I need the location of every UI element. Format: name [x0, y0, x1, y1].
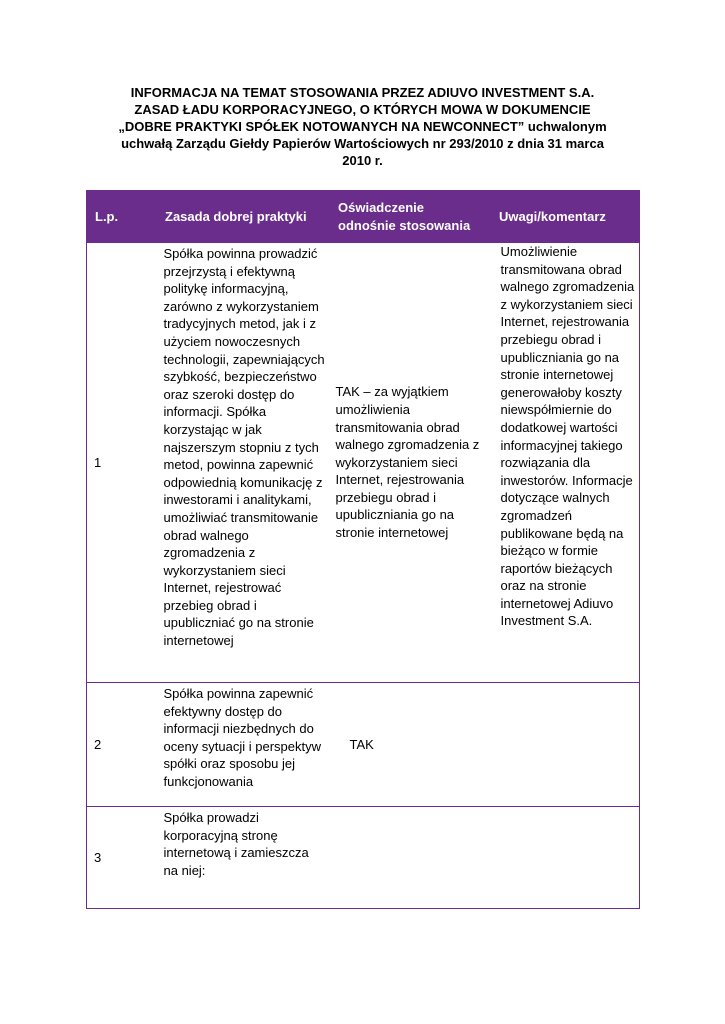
table-row — [87, 807, 640, 909]
header-rule: Zasada dobrej praktyki — [157, 190, 330, 243]
title-line: ZASAD ŁADU KORPORACYJNEGO, O KTÓRYCH MOWA W DOKUMENCIE — [134, 102, 591, 117]
cell-lp: 2 — [87, 683, 157, 807]
table-row — [87, 683, 640, 807]
table-header-row — [87, 190, 640, 243]
header-comments: Uwagi/komentarz — [491, 190, 640, 243]
cell-lp: 1 — [87, 243, 157, 683]
cell-comments — [491, 807, 640, 909]
cell-statement: TAK – za wyjątkiem umożliwienia transmitowania obrad walnego zgromadzenia z wykorzystaniem sieci Internet, rejestrowania przebiegu obrad i upubliczniania go na stronie internetowej — [330, 243, 491, 683]
header-statement: Oświadczenie odnośnie stosowania — [330, 190, 491, 243]
title-line: 2010 r. — [342, 153, 383, 168]
cell-rule: Spółka powinna prowadzić przejrzystą i efektywną politykę informacyjną, zarówno z wykorzystaniem tradycyjnych metod, jak i z użyciem nowoczesnych technologii, zapewniających szybkość, bezpieczeństwo oraz szeroki dostęp do informacji. Spółka korzystając w jak najszerszym stopniu z tych metod, powinna zapewnić odpowiednią komunikację z inwestorami i analitykami, umożliwiać transmitowanie obrad walnego zgromadzenia z wykorzystaniem sieci Internet, rejestrować przebieg obrad i upubliczniać go na stronie internetowej — [157, 243, 330, 683]
title-line: INFORMACJA NA TEMAT STOSOWANIA PRZEZ ADIUVO INVESTMENT S.A. — [130, 85, 595, 100]
cell-statement — [330, 807, 491, 909]
header-lp: L.p. — [87, 190, 157, 243]
table-row — [87, 243, 640, 683]
cell-rule: Spółka powinna zapewnić efektywny dostęp do informacji niezbędnych do oceny sytuacji i perspektyw spółki oraz sposobu jej funkcjonowania — [157, 683, 330, 807]
cell-rule: Spółka prowadzi korporacyjną stronę internetową i zamieszcza na niej: — [157, 807, 330, 909]
cell-comments: Umożliwienie transmitowana obrad walnego zgromadzenia z wykorzystaniem sieci Internet, rejestrowania przebiegu obrad i upubliczniania go na stronie internetowej generowałoby koszty niewspółmiernie do dodatkowej wartości informacyjnej takiego rozwiązania dla inwestorów. Informacje dotyczące walnych zgromadzeń publikowane będą na bieżąco w formie raportów bieżących oraz na stronie internetowej Adiuvo Investment S.A. — [491, 243, 640, 683]
cell-lp: 3 — [87, 807, 157, 909]
document-title — [95, 84, 630, 169]
cell-comments — [491, 683, 640, 807]
cell-statement: TAK — [330, 683, 491, 807]
title-line: „DOBRE PRAKTYKI SPÓŁEK NOTOWANYCH NA NEWCONNECT” uchwalonym — [118, 119, 607, 134]
title-line: uchwałą Zarządu Giełdy Papierów Wartościowych nr 293/2010 z dnia 31 marca — [121, 136, 604, 151]
governance-table — [86, 190, 640, 909]
